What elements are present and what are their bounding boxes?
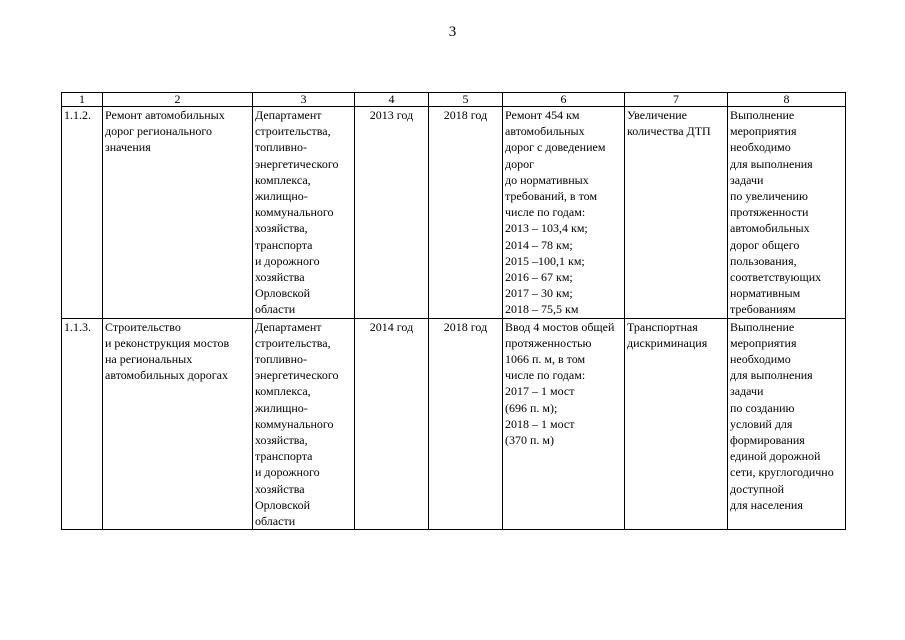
consequence: Транспортная дискриминация (625, 318, 728, 530)
end-year: 2018 год (429, 107, 503, 319)
executor: Департамент строительства, топливно- энергетического комплекса, жилищно- коммунального хозяйства, транспорта и дорожного хозяйства Орловской области (253, 318, 355, 530)
end-year: 2018 год (429, 318, 503, 530)
row-number: 1.1.3. (62, 318, 103, 530)
table-header-row (62, 93, 846, 107)
table-row (62, 107, 846, 319)
consequence: Увеличение количества ДТП (625, 107, 728, 319)
start-year: 2013 год (355, 107, 429, 319)
header-cell-2: 2 (103, 93, 253, 107)
program-table (61, 92, 846, 530)
page-number: 3 (448, 24, 457, 40)
link-to-goals: Выполнение мероприятия необходимо для выполнения задачи по увеличению протяженности автомобильных дорог общего пользования, соответствующих нормативным требованиям (728, 107, 846, 319)
expected-result: Ввод 4 мостов общей протяженностью 1066 п. м, в том числе по годам: 2017 – 1 мост (696 п. м); 2018 – 1 мост (370 п. м) (503, 318, 625, 530)
table-row (62, 318, 846, 530)
measure-name: Ремонт автомобильных дорог регионального значения (103, 107, 253, 319)
header-cell-8: 8 (728, 93, 846, 107)
start-year: 2014 год (355, 318, 429, 530)
header-cell-7: 7 (625, 93, 728, 107)
header-cell-6: 6 (503, 93, 625, 107)
header-cell-4: 4 (355, 93, 429, 107)
expected-result: Ремонт 454 км автомобильных дорог с доведением дорог до нормативных требований, в том числе по годам: 2013 – 103,4 км; 2014 – 78 км; 2015 –100,1 км; 2016 – 67 км; 2017 – 30 км; 2018 – 75,5 км (503, 107, 625, 319)
header-cell-3: 3 (253, 93, 355, 107)
row-number: 1.1.2. (62, 107, 103, 319)
header-cell-1: 1 (62, 93, 103, 107)
executor: Департамент строительства, топливно- энергетического комплекса, жилищно- коммунального хозяйства, транспорта и дорожного хозяйства Орловской области (253, 107, 355, 319)
link-to-goals: Выполнение мероприятия необходимо для выполнения задачи по созданию условий для формирования единой дорожной сети, круглогодично доступной для населения (728, 318, 846, 530)
header-cell-5: 5 (429, 93, 503, 107)
measure-name: Строительство и реконструкция мостов на региональных автомобильных дорогах (103, 318, 253, 530)
